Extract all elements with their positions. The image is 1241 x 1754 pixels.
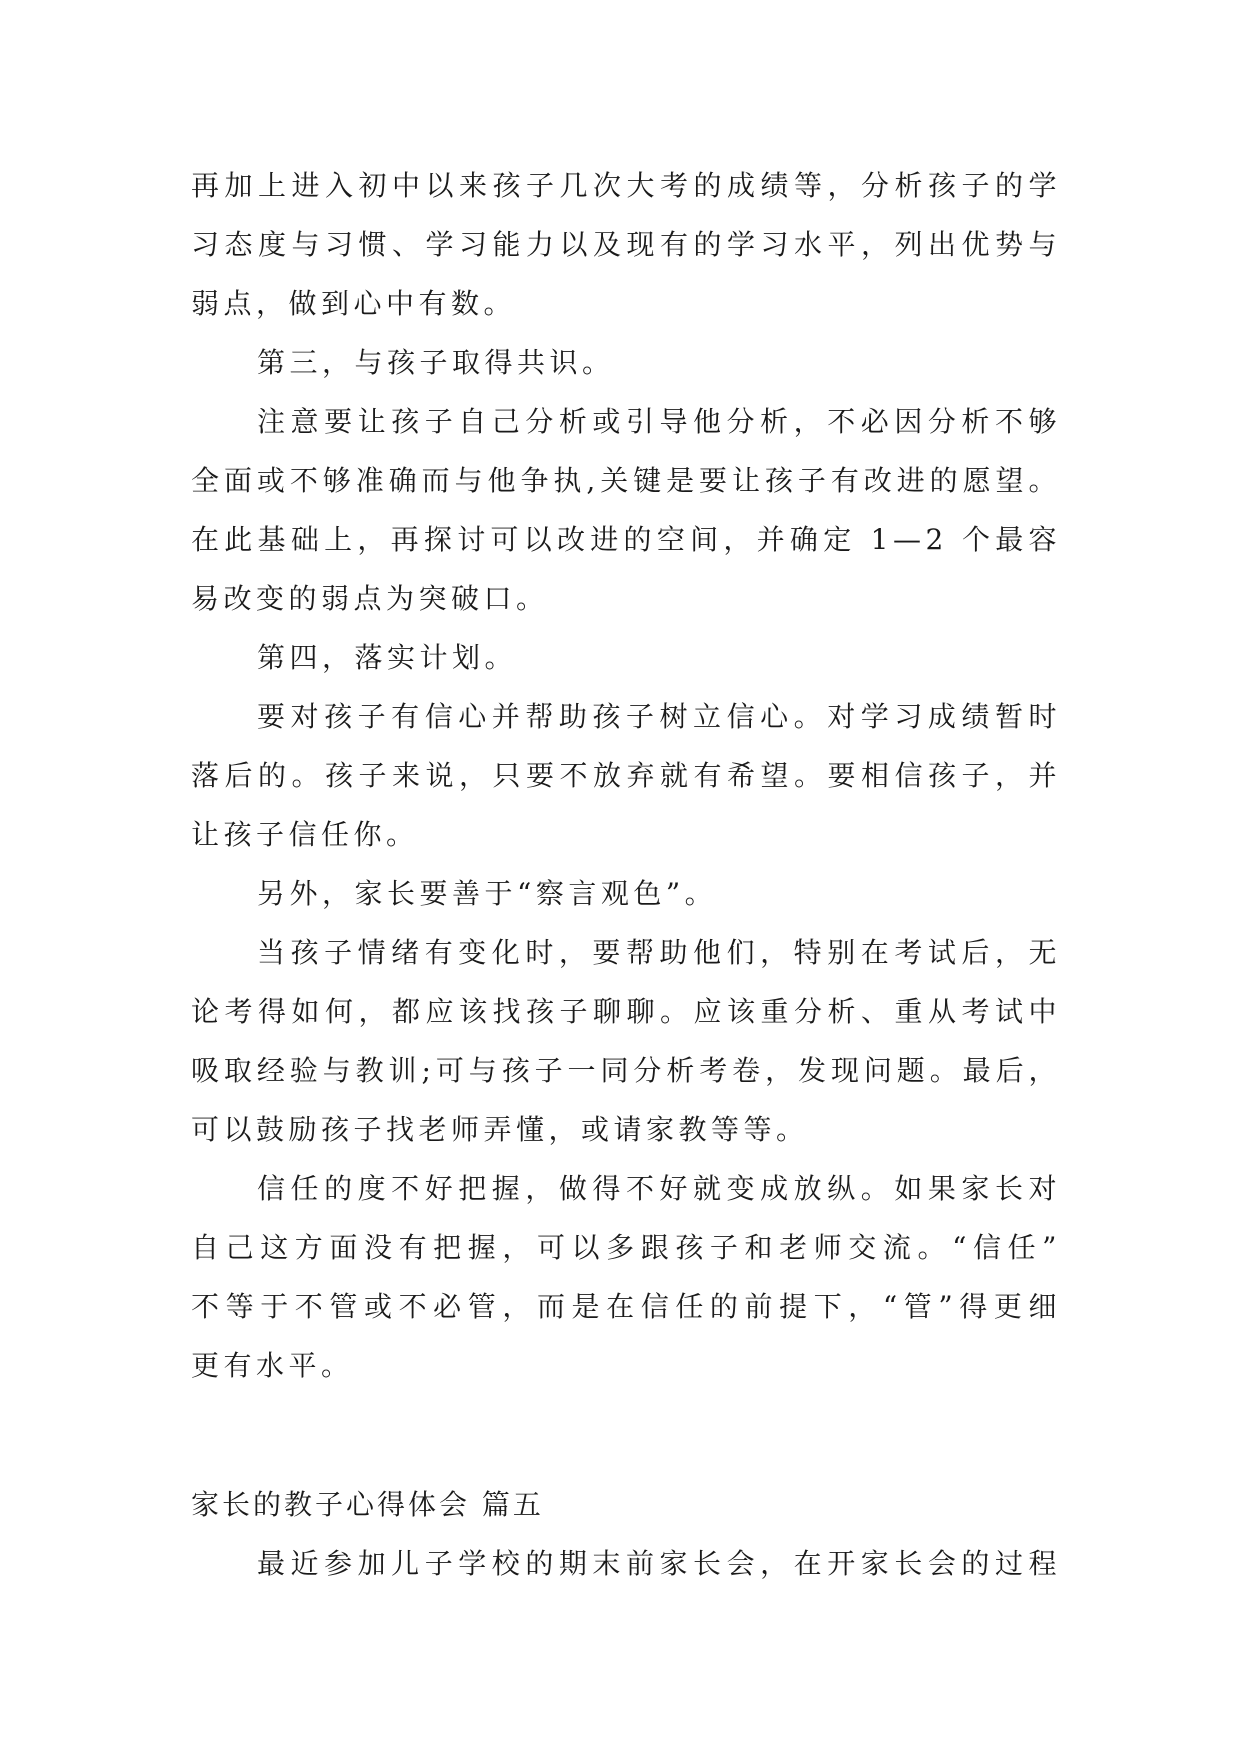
text-line: 易改变的弱点为突破口。 (191, 582, 549, 615)
document-section (191, 1475, 1061, 1593)
text-line: 弱点，做到心中有数。 (191, 287, 517, 320)
text-line: 自己这方面没有把握，可以多跟孩子和老师交流。“信任” (191, 1231, 1061, 1264)
text-line: 全面或不够准确而与他争执,关键是要让孩子有改进的愿望。 (191, 464, 1061, 497)
paragraph (191, 923, 1061, 1159)
paragraph (191, 392, 1061, 628)
text-line: 在此基础上，再探讨可以改进的空间，并确定 1—2 个最容 (191, 523, 1061, 556)
text-line: 让孩子信任你。 (191, 818, 419, 851)
text-line: 不等于不管或不必管，而是在信任的前提下，“管”得更细 (191, 1290, 1061, 1323)
text-line: 最近参加儿子学校的期末前家长会，在开家长会的过程 (257, 1547, 1061, 1580)
text-line: 要对孩子有信心并帮助孩子树立信心。对学习成绩暂时 (257, 700, 1061, 733)
text-line: 论考得如何，都应该找孩子聊聊。应该重分析、重从考试中 (191, 995, 1061, 1028)
section-heading: 家长的教子心得体会 篇五 (191, 1488, 544, 1521)
paragraph (191, 687, 1061, 864)
text-line: 落后的。孩子来说，只要不放弃就有希望。要相信孩子，并 (191, 759, 1061, 792)
paragraph (191, 864, 1061, 923)
text-line: 信任的度不好把握，做得不好就变成放纵。如果家长对 (257, 1172, 1061, 1205)
text-line: 第三，与孩子取得共识。 (257, 346, 615, 379)
paragraph (191, 333, 1061, 392)
text-line: 注意要让孩子自己分析或引导他分析，不必因分析不够 (257, 405, 1061, 438)
text-line: 可以鼓励孩子找老师弄懂，或请家教等等。 (191, 1113, 809, 1146)
text-line: 吸取经验与教训;可与孩子一同分析考卷，发现问题。最后， (191, 1054, 1061, 1087)
paragraph (191, 156, 1061, 333)
paragraph (191, 1534, 1061, 1593)
text-line: 更有水平。 (191, 1349, 354, 1382)
paragraph (191, 1159, 1061, 1395)
text-line: 另外，家长要善于“察言观色”。 (257, 877, 718, 910)
text-line: 当孩子情绪有变化时，要帮助他们，特别在考试后，无 (257, 936, 1061, 969)
paragraph (191, 628, 1061, 687)
text-line: 习态度与习惯、学习能力以及现有的学习水平，列出优势与 (191, 228, 1061, 261)
document-body (191, 156, 1061, 1395)
text-line: 再加上进入初中以来孩子几次大考的成绩等，分析孩子的学 (191, 169, 1061, 202)
text-line: 第四，落实计划。 (257, 641, 518, 674)
